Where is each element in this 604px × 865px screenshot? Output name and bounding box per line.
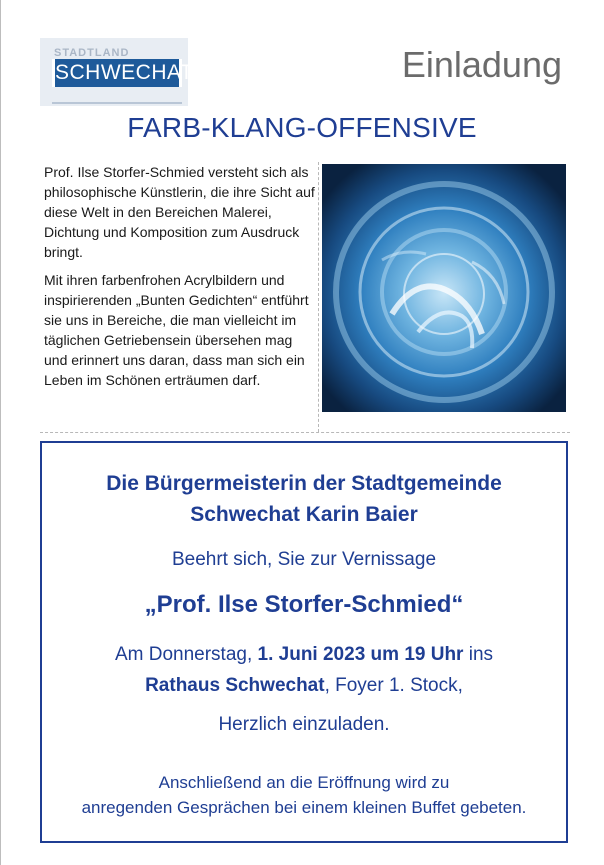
invitation-box bbox=[40, 441, 568, 843]
einladung-heading: Einladung bbox=[401, 44, 562, 85]
artwork-painting bbox=[322, 164, 566, 412]
buffet-line-2: anregenden Gesprächen bei einem kleinen Buffet gebeten. bbox=[81, 798, 527, 817]
date-bold: 1. Juni 2023 um 19 Uhr bbox=[257, 644, 464, 665]
venue-line bbox=[42, 670, 566, 701]
date-line bbox=[42, 639, 566, 670]
logo-top-text: STADTLAND bbox=[54, 47, 130, 59]
vertical-divider bbox=[318, 162, 319, 432]
date-suffix: ins bbox=[463, 644, 494, 665]
logo-box bbox=[52, 59, 194, 87]
date-prefix: Am Donnerstag, bbox=[114, 644, 258, 665]
logo-main-text: SCHWECHAT bbox=[55, 61, 194, 84]
buffet-line-1: Anschließend an die Eröffnung wird zu bbox=[158, 773, 450, 792]
invitation-greeting: Beehrt sich, Sie zur Vernissage bbox=[171, 549, 437, 570]
logo-sub-text-graphic bbox=[52, 102, 182, 105]
venue-bold: Rathaus Schwechat bbox=[145, 675, 325, 696]
intro-paragraph-1: Prof. Ilse Storfer-Schmied versteht sich als philosophische Künstlerin, die ihre Sicht auf diese Welt in den Bereichen Malerei, Dichtung und Komposition zum Ausdruck bringt. bbox=[44, 164, 315, 260]
logo-sub-text bbox=[52, 92, 182, 95]
invitation-artist: „Prof. Ilse Storfer-Schmied“ bbox=[144, 591, 464, 618]
intro-text bbox=[44, 162, 316, 398]
venue-rest: , Foyer 1. Stock, bbox=[324, 675, 463, 696]
invitation-welcome: Herzlich einzuladen. bbox=[218, 714, 390, 735]
invitation-buffet bbox=[42, 770, 566, 820]
intro-paragraph-2: Mit ihren farbenfrohen Acrylbildern und inspirierenden „Bunten Gedichten“ entführt sie uns in Bereiche, die man vielleicht im täglichen Getriebensein übersehen mag und erinnert uns daran, dass man sich ein Leben im Schönen erträumen darf. bbox=[44, 272, 309, 388]
host-line-1: Die Bürgermeisterin der Stadtgemeinde bbox=[106, 472, 502, 495]
page-title: FARB-KLANG-OFFENSIVE bbox=[127, 112, 477, 143]
host-line-2: Schwechat Karin Baier bbox=[190, 503, 418, 526]
stadtland-schwechat-logo bbox=[40, 38, 194, 106]
horizontal-divider bbox=[40, 432, 570, 433]
artwork-image bbox=[322, 164, 566, 412]
invitation-host bbox=[42, 468, 566, 530]
invitation-date-venue bbox=[42, 639, 566, 701]
